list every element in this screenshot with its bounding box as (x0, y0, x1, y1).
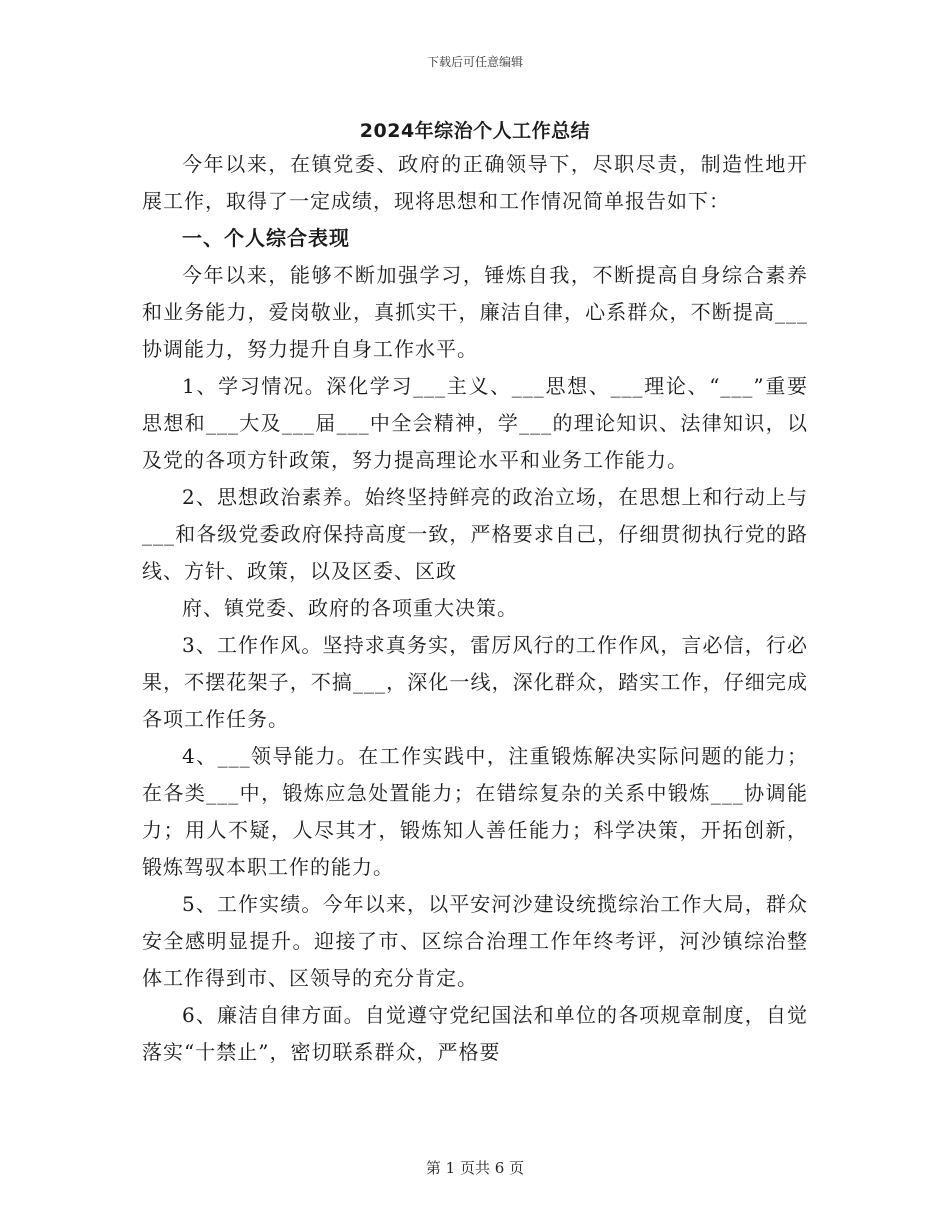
item-leadership-paragraph: 4、___领导能力。在工作实践中，注重锻炼解决实际问题的能力；在各类___中，锻炼应急处置能力；在错综复杂的关系中锻炼___协调能力；用人不疑，人尽其才，锻炼知人善任能力；科学决策，开拓创新，锻炼驾驭本职工作的能力。 (142, 744, 808, 879)
page-header-note: 下载后可任意编辑 (426, 55, 523, 69)
section-heading: 一、个人综合表现 (182, 226, 350, 250)
document-title: 2024年综治个人工作总结 (359, 120, 591, 142)
summary-paragraph: 今年以来，能够不断加强学习，锤炼自我，不断提高自身综合素养和业务能力，爱岗敬业，真抓实干，廉洁自律，心系群众，不断提高___协调能力，努力提升自身工作水平。 (142, 263, 808, 361)
document-body (142, 146, 808, 1071)
item-work-style-paragraph: 3、工作作风。坚持求真务实，雷厉风行的工作作风，言必信，行必果，不摆花架子，不搞___，深化一线，深化群众，踏实工作，仔细完成各项工作任务。 (142, 633, 808, 731)
item-political-paragraph: 2、思想政治素养。始终坚持鲜亮的政治立场，在思想上和行动上与___和各级党委政府保持高度一致，严格要求自己，仔细贯彻执行党的路线、方针、政策，以及区委、区政 (142, 485, 808, 583)
item-study-paragraph: 1、学习情况。深化学习___主义、___思想、___理论、“___”重要思想和___大及___届___中全会精神，学___的理论知识、法律知识，以及党的各项方针政策，努力提高理论水平和业务工作能力。 (142, 374, 808, 472)
intro-paragraph: 今年以来，在镇党委、政府的正确领导下，尽职尽责，制造性地开展工作，取得了一定成绩，现将思想和工作情况简单报告如下： (142, 152, 808, 213)
item-achievements-paragraph: 5、工作实绩。今年以来，以平安河沙建设统揽综治工作大局，群众安全感明显提升。迎接了市、区综合治理工作年终考评，河沙镇综治整体工作得到市、区领导的充分肯定。 (142, 892, 808, 990)
page-footer: 第 1 页共 6 页 (425, 1159, 525, 1177)
item-integrity-paragraph: 6、廉洁自律方面。自觉遵守党纪国法和单位的各项规章制度，自觉落实“十禁止”，密切联系群众，严格要 (142, 1003, 808, 1064)
item-political-continuation: 府、镇党委、政府的各项重大决策。 (182, 596, 518, 620)
